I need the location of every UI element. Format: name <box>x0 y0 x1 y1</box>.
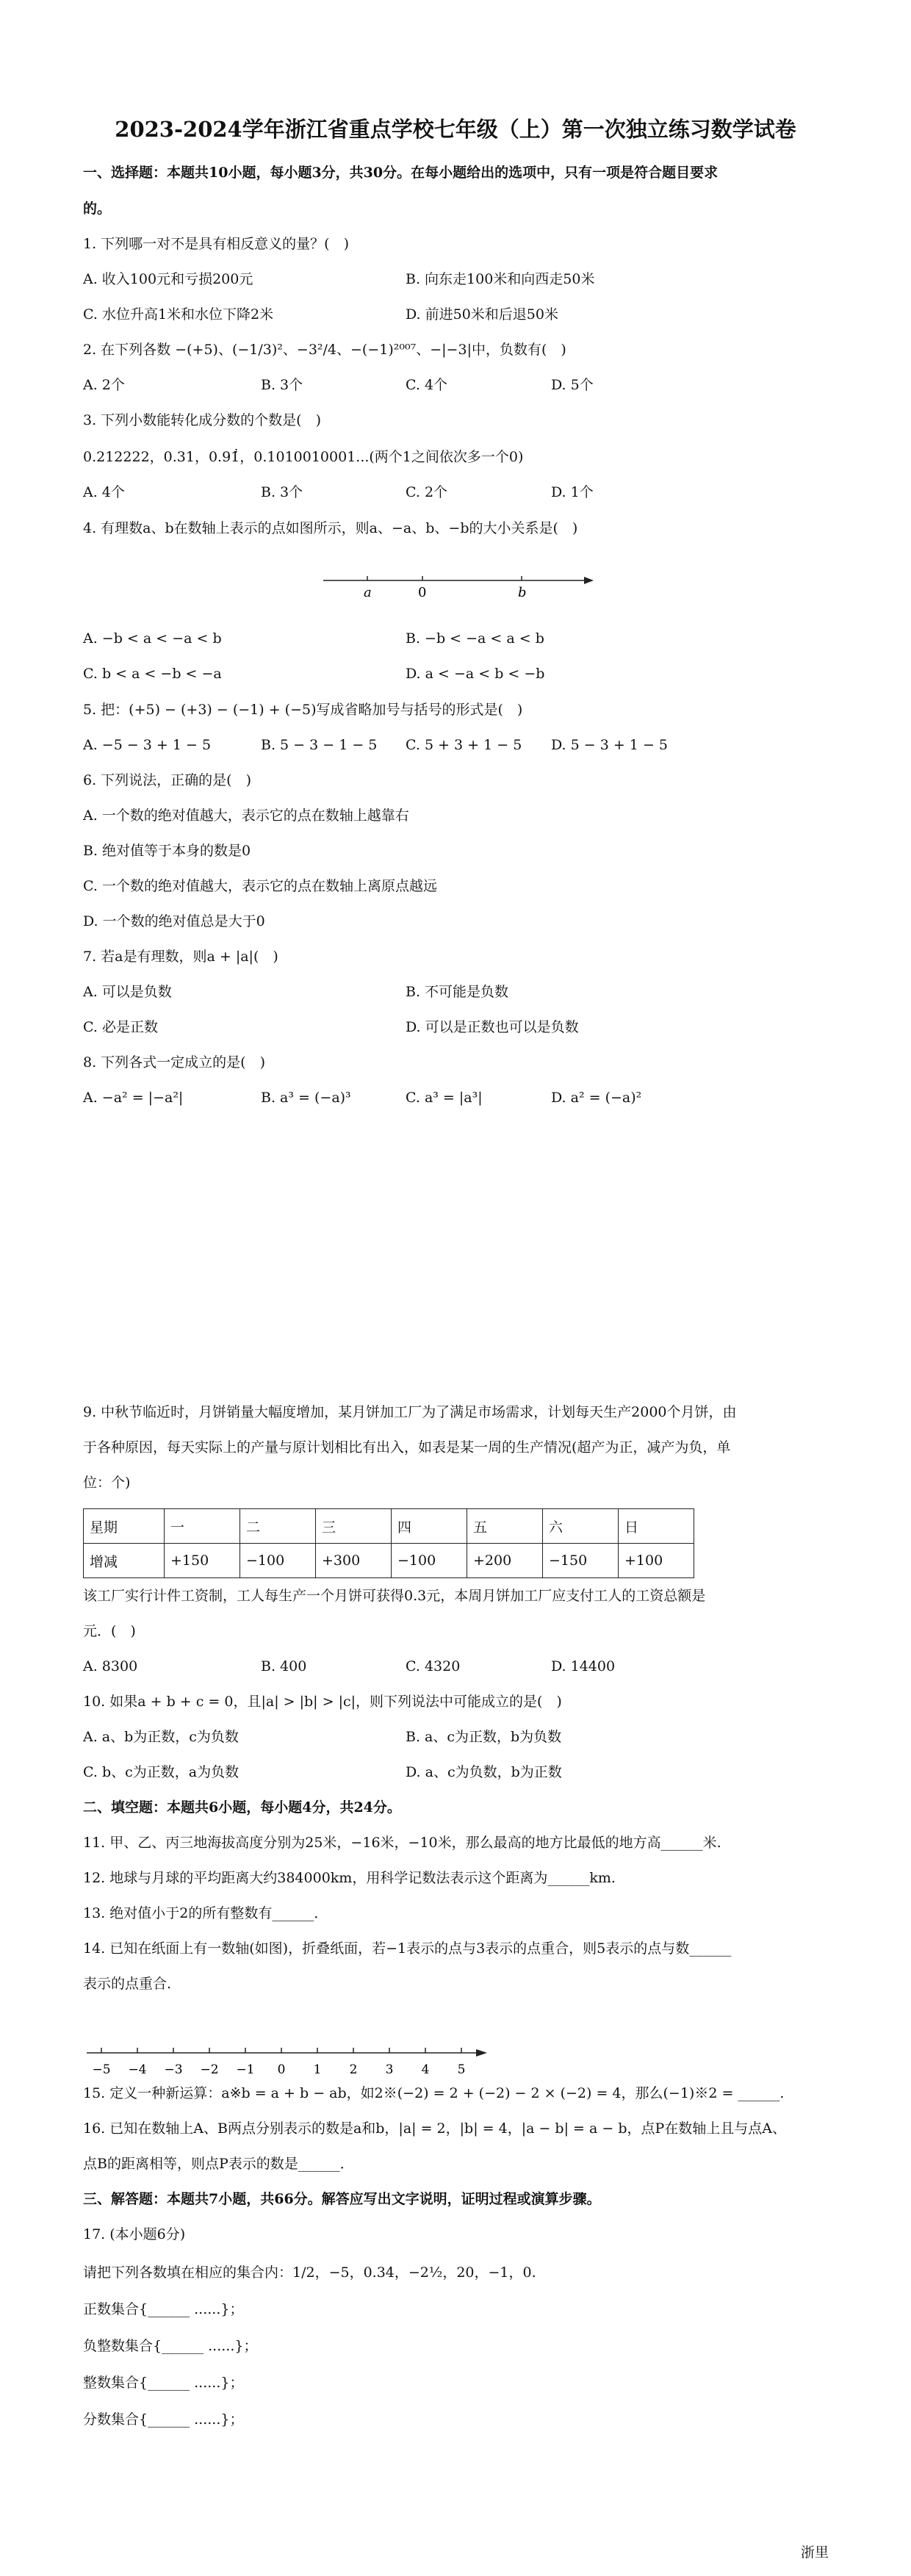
question-stem: 7. 若a是有理数，则a + |a|( ) <box>83 949 278 965</box>
option-c: C. 一个数的绝对值越大，表示它的点在数轴上离原点越远 <box>83 878 437 894</box>
axis-tick-label: 2 <box>349 2062 358 2077</box>
section-heading-cont: 的。 <box>83 201 112 217</box>
option-b: B. 3个 <box>261 484 303 500</box>
option-b: B. 3个 <box>261 377 303 393</box>
question-stem: 14. 已知在纸面上有一数轴(如图)，折叠纸面，若−1表示的点与3表示的点重合，则5表示的点与数______ <box>83 1940 732 1957</box>
question-stem: 12. 地球与月球的平均距离大约384000km，用科学记数法表示这个距离为______km. <box>83 1870 616 1886</box>
table-cell: 日 <box>619 1509 694 1544</box>
option-a: A. 可以是负数 <box>83 984 172 1000</box>
option-a: A. −5 − 3 + 1 − 5 <box>83 737 212 753</box>
option-c: C. a³ = |a³| <box>406 1090 483 1106</box>
section-heading: 三、解答题：本题共7小题，共66分。解答应写出文字说明，证明过程或演算步骤。 <box>83 2191 601 2207</box>
question-stem: 1. 下列哪一对不是具有相反意义的量？( ) <box>83 236 349 252</box>
table-cell: +300 <box>316 1544 392 1578</box>
table-cell: 四 <box>392 1509 467 1544</box>
option-b: B. a、c为正数，b为负数 <box>406 1729 562 1745</box>
table-cell: +200 <box>467 1544 543 1578</box>
question-stem-cont: 于各种原因，每天实际上的产量与原计划相比有出入，如表是某一周的生产情况(超产为正，减产为负，单 <box>83 1439 731 1456</box>
section-heading: 一、选择题：本题共10小题，每小题3分，共30分。在每小题给出的选项中，只有一项是符合题目要求 <box>83 165 719 181</box>
option-b: B. 5 − 3 − 1 − 5 <box>261 737 378 753</box>
option-a: A. a、b为正数，c为负数 <box>83 1729 239 1745</box>
option-d: D. a² = (−a)² <box>551 1090 642 1106</box>
option-c: C. b、c为正数，a为负数 <box>83 1764 240 1780</box>
axis-tick-label: 0 <box>277 2062 286 2077</box>
set-negative-int: 负整数集合{______ ......}； <box>83 2338 258 2354</box>
page-title: 2023-2024学年浙江省重点学校七年级（上）第一次独立练习数学试卷 <box>115 117 796 142</box>
table-cell: −100 <box>240 1544 316 1578</box>
axis-tick-label: 5 <box>457 2062 466 2077</box>
option-b: B. −b < −a < a < b <box>406 630 544 647</box>
option-a: A. 8300 <box>83 1658 138 1674</box>
number-axis-figure <box>87 2043 498 2087</box>
table-header-row <box>84 1509 694 1544</box>
option-b: B. 400 <box>261 1658 307 1674</box>
option-b: B. a³ = (−a)³ <box>261 1090 351 1106</box>
option-a: A. 4个 <box>83 484 125 500</box>
option-a: A. 2个 <box>83 377 125 393</box>
question-stem: 9. 中秋节临近时，月饼销量大幅度增加，某月饼加工厂为了满足市场需求，计划每天生产2000个月饼，由 <box>83 1404 737 1420</box>
question-stem-cont: 点B的距离相等，则点P表示的数是______． <box>83 2156 354 2172</box>
table-cell: +100 <box>619 1544 694 1578</box>
question-stem: 15. 定义一种新运算：a※b = a + b − ab，如2※(−2) = 2 + (−2) − 2 × (−2) = 4，那么(−1)※2 = ______. <box>83 2085 785 2101</box>
axis-tick-label: −4 <box>128 2062 147 2077</box>
axis-tick-label: −1 <box>236 2062 255 2077</box>
question-stem: 2. 在下列各数 −(+5)、(−1/3)²、−3²/4、−(−1)²⁰⁰⁷、−|−3|中，负数有( ) <box>83 342 566 358</box>
option-b: B. 向东走100米和向西走50米 <box>406 271 595 287</box>
table-cell: 星期 <box>84 1509 165 1544</box>
question-stem: 13. 绝对值小于2的所有整数有______． <box>83 1905 328 1921</box>
section-heading: 二、填空题：本题共6小题，每小题4分，共24分。 <box>83 1799 401 1816</box>
axis-tick-label: −3 <box>164 2062 183 2077</box>
option-c: C. 必是正数 <box>83 1019 158 1035</box>
option-a: A. 收入100元和亏损200元 <box>83 271 253 287</box>
table-cell: 五 <box>467 1509 543 1544</box>
option-c: C. 5 + 3 + 1 − 5 <box>406 737 522 753</box>
option-a: A. 一个数的绝对值越大，表示它的点在数轴上越靠右 <box>83 807 409 824</box>
option-d: D. 5 − 3 + 1 − 5 <box>551 737 668 753</box>
option-a: A. −b < a < −a < b <box>83 630 222 647</box>
question-stem: 4. 有理数a、b在数轴上表示的点如图所示，则a、−a、b、−b的大小关系是( ) <box>83 520 578 536</box>
question-stem: 16. 已知在数轴上A、B两点分别表示的数是a和b，|a| = 2，|b| = 4，|a − b| = a − b，点P在数轴上且与点A、 <box>83 2120 786 2137</box>
table-cell: 六 <box>543 1509 619 1544</box>
option-d: D. 14400 <box>551 1658 616 1674</box>
axis-tick-label: −5 <box>92 2062 111 2077</box>
question-stem: 8. 下列各式一定成立的是( ) <box>83 1054 265 1071</box>
axis-tick-label: 1 <box>313 2062 322 2077</box>
question-stem: 3. 下列小数能转化成分数的个数是( ) <box>83 412 321 428</box>
option-c: C. b < a < −b < −a <box>83 666 222 682</box>
question-stem: 5. 把：(+5) − (+3) − (−1) + (−5)写成省略加号与括号的形式是( ) <box>83 702 523 718</box>
production-table <box>83 1508 694 1578</box>
option-d: D. 前进50米和后退50米 <box>406 306 558 323</box>
option-b: B. 绝对值等于本身的数是0 <box>83 843 251 859</box>
axis-tick-label: 4 <box>421 2062 430 2077</box>
question-stem: 11. 甲、乙、丙三地海拔高度分别为25米，−16米，−10米，那么最高的地方比最低的地方高______米. <box>83 1835 721 1851</box>
option-d: D. 一个数的绝对值总是大于0 <box>83 913 265 929</box>
option-d: D. 5个 <box>551 377 594 393</box>
question-stem-cont: 该工厂实行计件工资制，工人每生产一个月饼可获得0.3元，本周月饼加工厂应支付工人的工资总额是 <box>83 1588 706 1604</box>
set-fraction: 分数集合{______ ......}； <box>83 2411 244 2428</box>
axis-tick-label: −2 <box>200 2062 219 2077</box>
question-stem-cont: 位：个) <box>83 1475 131 1491</box>
footer-mark: 浙里 <box>800 2544 829 2561</box>
option-c: C. 2个 <box>406 484 448 500</box>
table-cell: +150 <box>165 1544 240 1578</box>
option-c: C. 4320 <box>406 1658 461 1674</box>
table-cell: −150 <box>543 1544 619 1578</box>
question-stem-cont: 元．( ) <box>83 1623 136 1639</box>
option-c: C. 水位升高1米和水位下降2米 <box>83 306 274 323</box>
question-stem: 6. 下列说法，正确的是( ) <box>83 772 251 788</box>
table-cell: 三 <box>316 1509 392 1544</box>
table-cell: 二 <box>240 1509 316 1544</box>
axis-tick-label: 3 <box>385 2062 394 2077</box>
table-cell: −100 <box>392 1544 467 1578</box>
table-row <box>84 1544 694 1578</box>
set-positive: 正数集合{______ ......}； <box>83 2301 244 2317</box>
number-list: 0.212222，0.31，0.91̇̇，0.1010010001...(两个1之间依次多一个0) <box>83 449 524 465</box>
table-cell: 一 <box>165 1509 240 1544</box>
point-label-b: b <box>518 585 527 600</box>
option-d: D. 可以是正数也可以是负数 <box>406 1019 579 1035</box>
point-label-zero: 0 <box>418 585 427 600</box>
question-heading: 17. (本小题6分) <box>83 2226 186 2242</box>
set-integer: 整数集合{______ ......}； <box>83 2375 244 2391</box>
option-d: D. a、c为负数，b为正数 <box>406 1764 562 1780</box>
option-d: D. 1个 <box>551 484 594 500</box>
option-d: D. a < −a < b < −b <box>406 666 545 682</box>
option-b: B. 不可能是负数 <box>406 984 509 1000</box>
table-cell: 增减 <box>84 1544 165 1578</box>
question-stem: 10. 如果a + b + c = 0，且|a| > |b| > |c|，则下列说法中可能成立的是( ) <box>83 1694 562 1710</box>
point-label-a: a <box>364 585 372 600</box>
option-c: C. 4个 <box>406 377 448 393</box>
question-stem-cont: 表示的点重合. <box>83 1976 172 1992</box>
option-a: A. −a² = |−a²| <box>83 1090 184 1106</box>
question-stem: 请把下列各数填在相应的集合内：1/2，−5，0.34，−2½，20，−1，0. <box>83 2264 536 2281</box>
number-line-figure <box>323 566 595 602</box>
